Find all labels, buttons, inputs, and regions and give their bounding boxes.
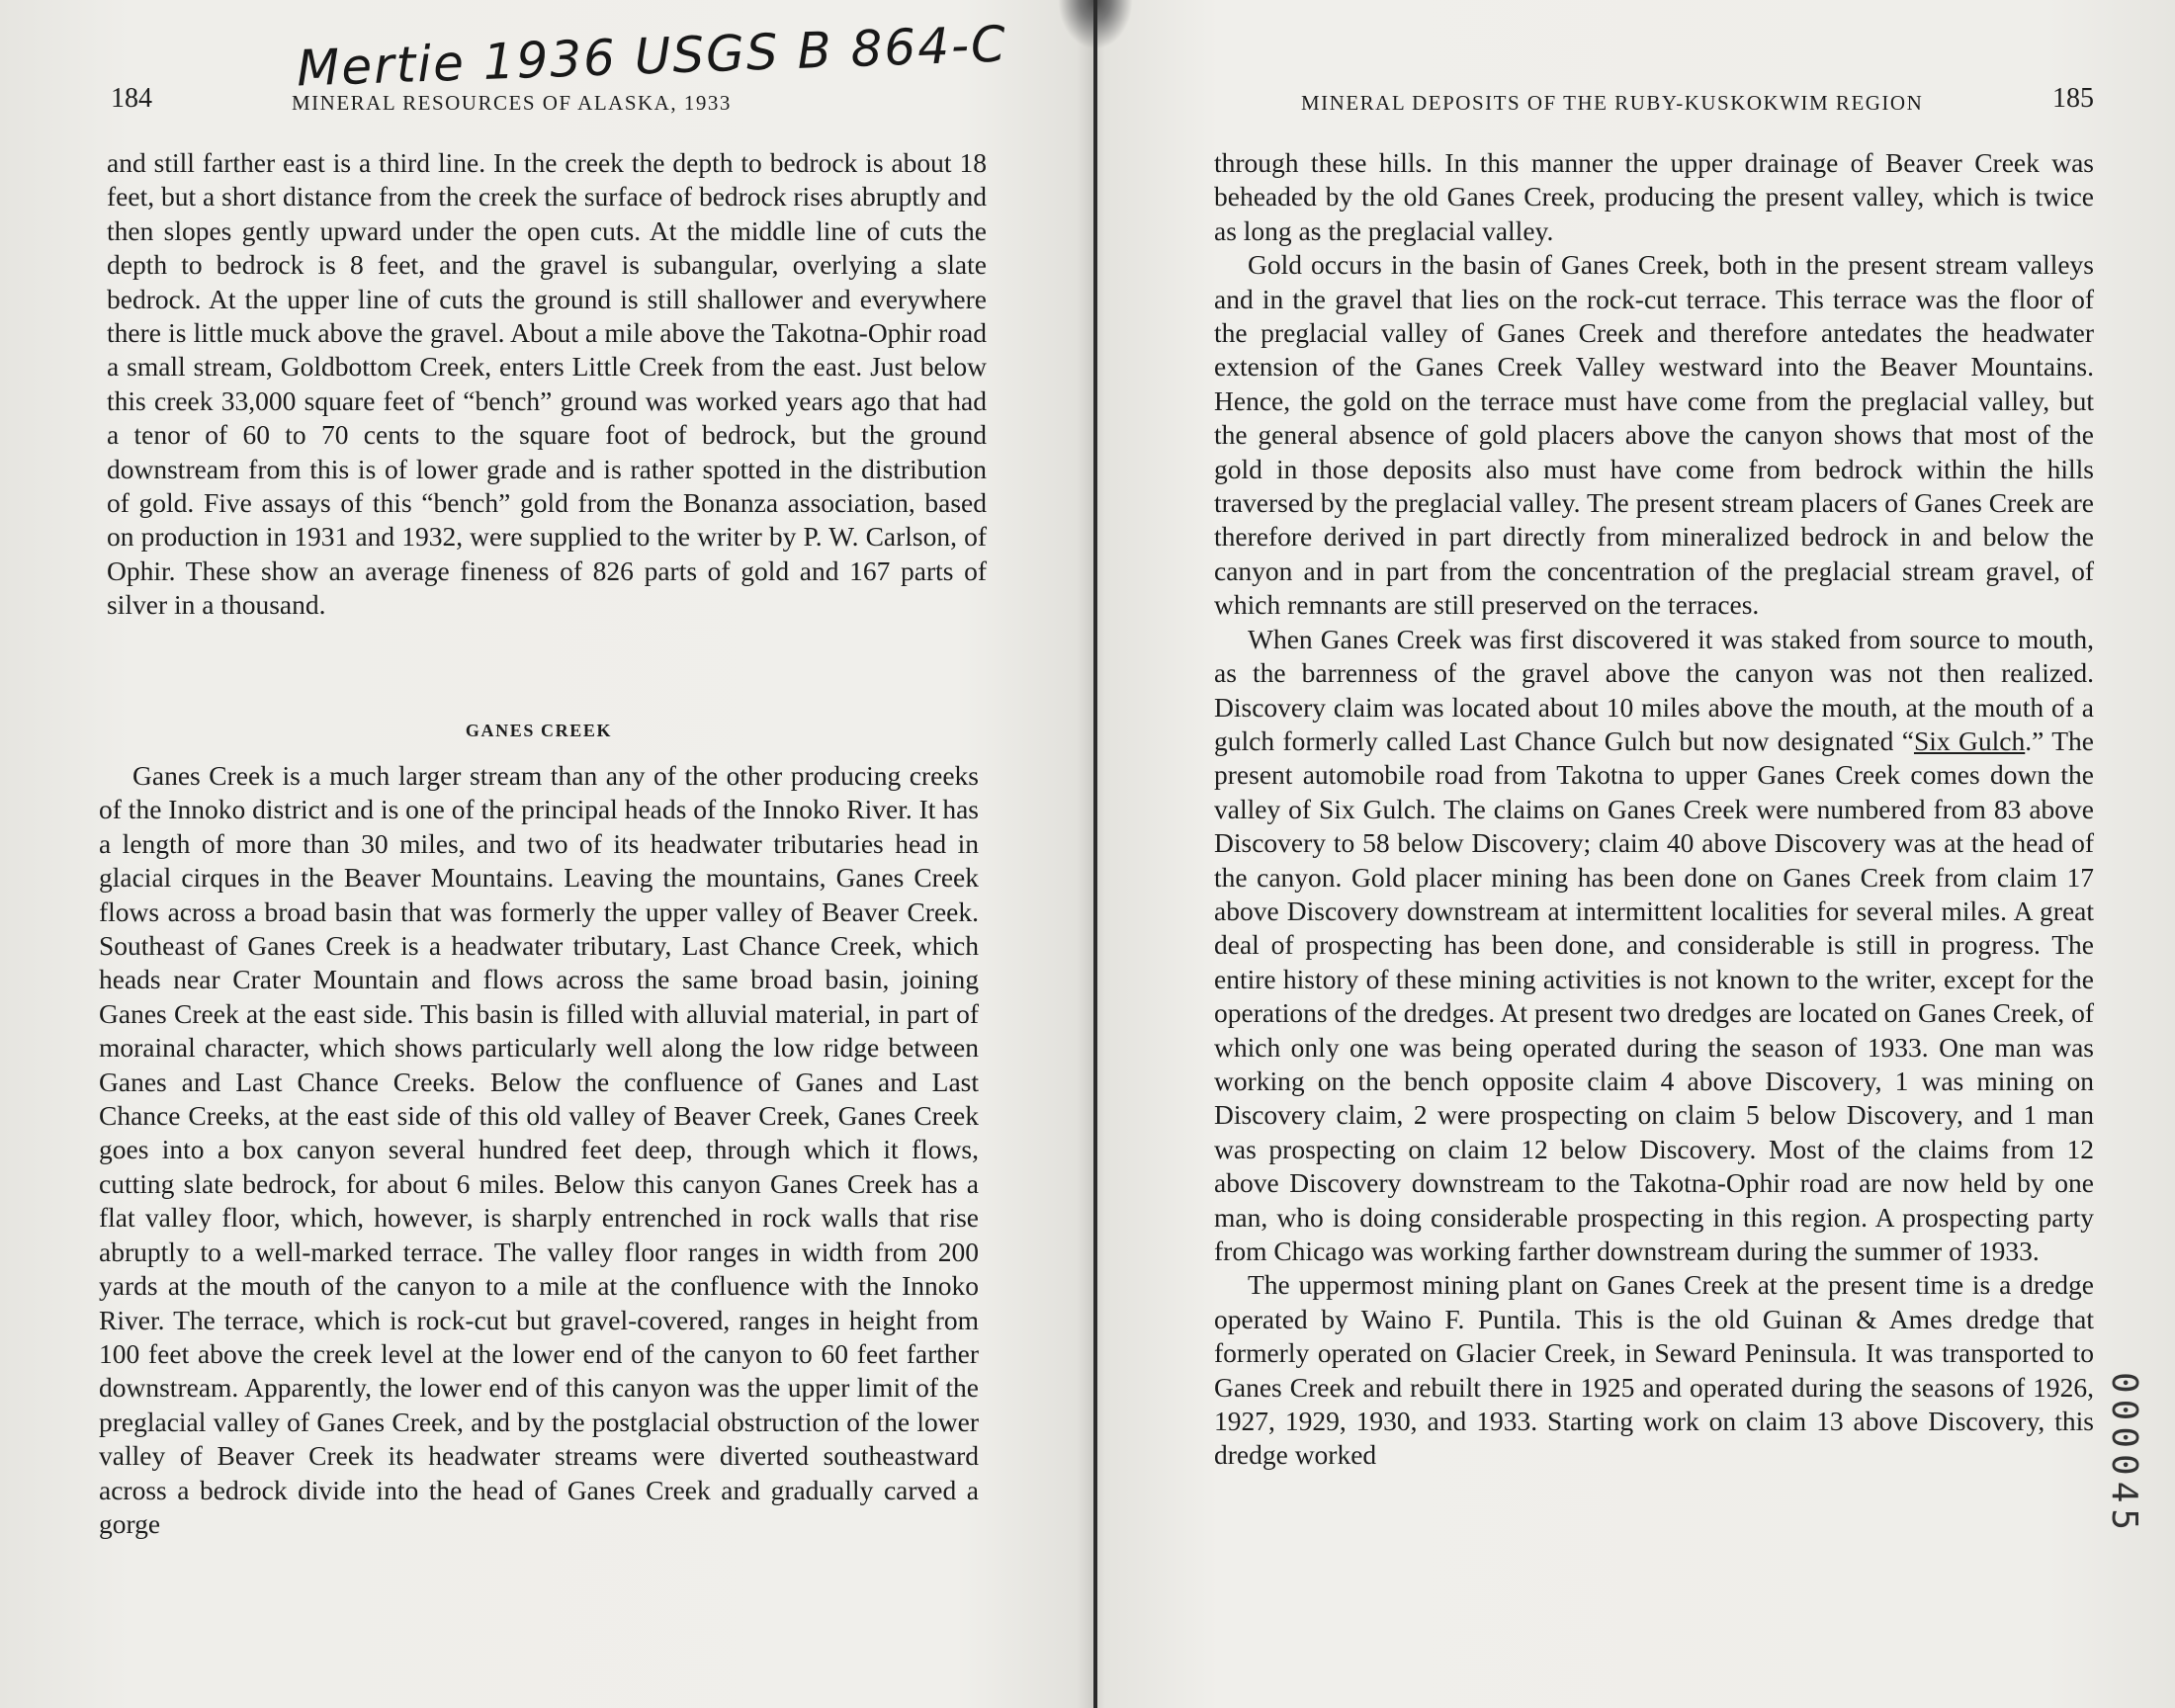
section-heading: GANES CREEK (465, 721, 613, 740)
right-paragraph-3 (1214, 623, 2094, 1269)
left-paragraph-2: Ganes Creek is a much larger stream than any of the other producing creeks of the Innoko district and is one of the principal heads of the Innoko River. It has a length of more than 30 miles, and two of its headwater tributaries head in glacial cirques in the Beaver Mountains. Leaving the mountains, Ganes Creek flows across a broad basin that was formerly the upper valley of Beaver Creek. Southeast of Ganes Creek is a headwater tributary, Last Chance Creek, which heads near Crater Mountain and flows across the same broad basin, joining Ganes Creek at the east side. This basin is filled with alluvial material, in part of morainal character, which shows particularly well along the low ridge between Ganes and Last Chance Creeks. Below the confluence of Ganes and Last Chance Creeks, at the east side of this old valley of Beaver Creek, Ganes Creek goes into a box canyon several hundred feet deep, through which it flows, cutting slate bedrock, for about 6 miles. Below this canyon Ganes Creek has a flat valley floor, which, however, is sharply entrenched in rock walls that rise abruptly to a well-marked terrace. The valley floor ranges in width from 200 yards at the mouth of the canyon to a mile at the confluence with the Innoko River. The terrace, which is rock-cut but gravel-covered, ranges in height from 100 feet above the creek level at the lower end of the canyon to 60 feet farther downstream. Apparently, the lower end of this canyon was the upper limit of the preglacial valley of Ganes Creek, and by the postglacial obstruction of the lower valley of Beaver Creek its headwater streams were diverted southeastward across a bedrock divide into the head of Ganes Creek and gradually carved a gorge (99, 760, 979, 1539)
right-paragraph-2: Gold occurs in the basin of Ganes Creek, both in the present stream valleys and in the gravel that lies on the rock-cut terrace. This terrace was the floor of the preglacial valley of Ganes Creek and therefore antedates the headwater extension of the Ganes Creek Valley westward into the Beaver Mountains. Hence, the gold on the terrace must have come from the preglacial valley, but the general absence of gold placers above the canyon shows that most of the gold in those deposits also must have come from bedrock within the hills traversed by the preglacial valley. The present stream placers of Ganes Creek are therefore derived in part directly from mineralized bedrock in and below the canyon and in part from the concentration of the preglacial stream gravel, of which remnants are still preserved on the terraces. (1214, 249, 2094, 621)
page-gutter (1093, 0, 1097, 1708)
left-text-block-1 (107, 146, 987, 623)
handwritten-annotation: Mertie 1936 USGS B 864-C (296, 15, 1008, 98)
right-running-head (1214, 83, 2094, 125)
right-text-block (1214, 146, 2094, 1473)
left-text-block-2 (99, 759, 979, 1541)
left-running-head (99, 83, 979, 125)
right-paragraph-3-part-b: .” The present automobile road from Takotna to upper Ganes Creek comes down the valley of Six Gulch. The claims on Ganes Creek were numbered from 83 above Discovery to 58 below Discovery; claim 40 above Discovery was at the head of the canyon. Gold placer mining has been done on Ganes Creek from claim 17 above Discovery downstream at intermittent localities for several miles. A great deal of prospecting has been done, and considerable is still in progress. The entire history of these mining activities is not known to the writer, except for the operations of the dredges. At present two dredges are located on Ganes Creek, of which only one was being operated during the season of 1933. One man was working on the bench opposite claim 4 above Discovery, 1 was mining on Discovery claim, 2 were prospecting on claim 5 below Discovery, and 1 man was prospecting on claim 12 below Discovery. Most of the claims from 12 above Discovery downstream to the Takotna-Ophir road are now held by one man, who is doing considerable prospecting in this region. A prospecting party from Chicago was working farther downstream during the summer of 1933. (1214, 725, 2095, 1266)
six-gulch-underlined: Six Gulch (1913, 725, 2026, 756)
right-page-number: 185 (2052, 83, 2094, 114)
archive-stamp-number: 000045 (2104, 1372, 2144, 1537)
right-paragraph-1: through these hills. In this manner the upper drainage of Beaver Creek was beheaded by the old Ganes Creek, producing the present valley, which is twice as long as the preglacial valley. (1214, 147, 2094, 246)
right-paragraph-4: The uppermost mining plant on Ganes Creek at the present time is a dredge operated by Waino F. Puntila. This is the old Guinan & Ames dredge that formerly operated on Glacier Creek, in Seward Peninsula. It was transported to Ganes Creek and rebuilt there in 1925 and operated during the seasons of 1926, 1927, 1929, 1930, and 1933. Starting work on claim 13 above Discovery, this dredge worked (1214, 1269, 2094, 1471)
left-page-number: 184 (111, 83, 152, 114)
right-running-title: MINERAL DEPOSITS OF THE RUBY-KUSKOKWIM REGION (1301, 91, 1924, 115)
left-running-title: MINERAL RESOURCES OF ALASKA, 1933 (292, 91, 732, 115)
right-paragraph-3-part-a: When Ganes Creek was first discovered it was staked from source to mouth, as the barrenness of the gravel above the canyon was not then realized. Discovery claim was located about 10 miles above the mouth, at the mouth of a gulch formerly called Last Chance Gulch but now designated “ (1214, 623, 2094, 756)
left-paragraph-1: and still farther east is a third line. In the creek the depth to bedrock is about 18 feet, but a short distance from the creek the surface of bedrock rises abruptly and then slopes gently upward under the open cuts. At the middle line of cuts the depth to bedrock is 8 feet, and the gravel is subangular, overlying a slate bedrock. At the upper line of cuts the ground is still shallower and everywhere there is little muck above the gravel. About a mile above the Takotna-Ophir road a small stream, Goldbottom Creek, enters Little Creek from the east. Just below this creek 33,000 square feet of “bench” ground was worked years ago that had a tenor of 60 to 70 cents to the square foot of bedrock, but the ground downstream from this is of lower grade and is rather spotted in the distribution of gold. Five assays of this “bench” gold from the Bonanza association, based on production in 1931 and 1932, were supplied to the writer by P. W. Carlson, of Ophir. These show an average fineness of 826 parts of gold and 167 parts of silver in a thousand. (107, 147, 987, 621)
